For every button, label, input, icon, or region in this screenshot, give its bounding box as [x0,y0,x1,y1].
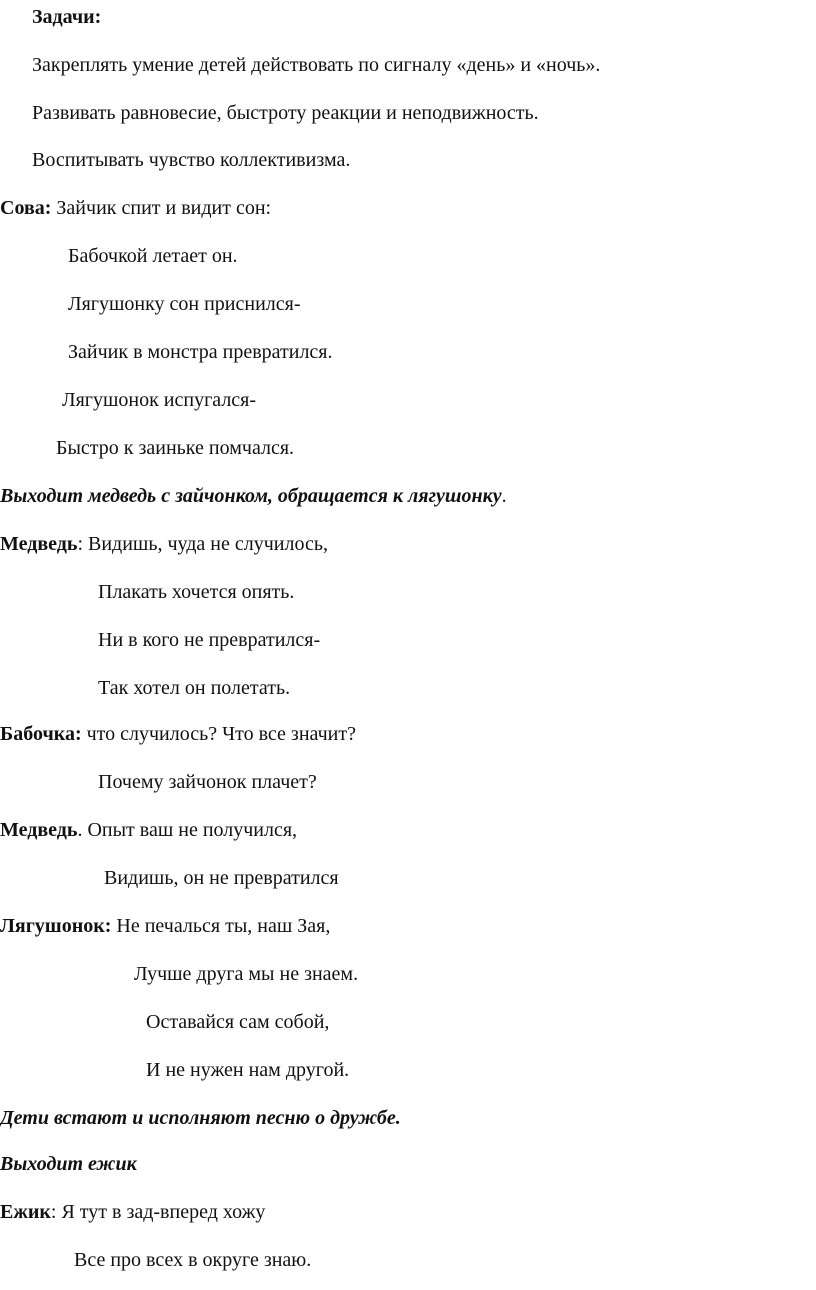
verse-line: Почему зайчонок плачет? [98,771,317,793]
frog-line: Лягушонок: Не печалься ты, наш Зая, [0,915,331,937]
stage-direction: Дети встают и исполняют песню о дружбе. [0,1107,401,1129]
task-item: Развивать равновесие, быстроту реакции и неподвижность. [32,102,539,124]
speaker-name: Лягушонок: [0,915,112,937]
verse-line: Лучше друга мы не знаем. [134,963,359,985]
verse-line: Ни в кого не превратился- [98,629,321,651]
speaker-name: Сова: [0,197,52,219]
speaker-name: Ежик [0,1201,51,1223]
verse-line: Видишь, он не превратился [104,867,339,889]
verse-line: Зайчик в монстра превратился. [68,341,333,363]
owl-line: Сова: Зайчик спит и видит сон: [0,197,272,219]
butterfly-line: Бабочка: что случилось? Что все значит? [0,723,356,745]
speaker-name: Медведь [0,819,78,841]
verse-line: Лягушонку сон приснился- [68,293,301,315]
task-item: Закреплять умение детей действовать по сигналу «день» и «ночь». [32,54,601,76]
task-item: Воспитывать чувство коллективизма. [32,149,351,171]
speaker-name: Бабочка: [0,723,82,745]
bear-line: Медведь. Опыт ваш не получился, [0,819,298,841]
hedgehog-line: Ежик: Я тут в зад-вперед хожу [0,1201,266,1223]
verse-line: И не нужен нам другой. [146,1059,350,1081]
verse-line: Так хотел он полетать. [98,677,291,699]
verse-line: Плакать хочется опять. [98,581,295,603]
stage-direction: Выходит ежик [0,1153,137,1175]
speaker-name: Медведь [0,533,78,555]
bear-line: Медведь: Видишь, чуда не случилось, [0,533,328,555]
verse-line: Лягушонок испугался- [62,389,257,411]
verse-line: Бабочкой летает он. [68,245,238,267]
stage-direction: Выходит медведь с зайчонком, обращается к лягушонку. [0,485,507,507]
tasks-heading: Задачи: [32,6,102,28]
verse-line: Оставайся сам собой, [146,1011,330,1033]
verse-line: Быстро к заиньке помчался. [56,437,295,459]
verse-line: Все про всех в округе знаю. [74,1249,312,1271]
